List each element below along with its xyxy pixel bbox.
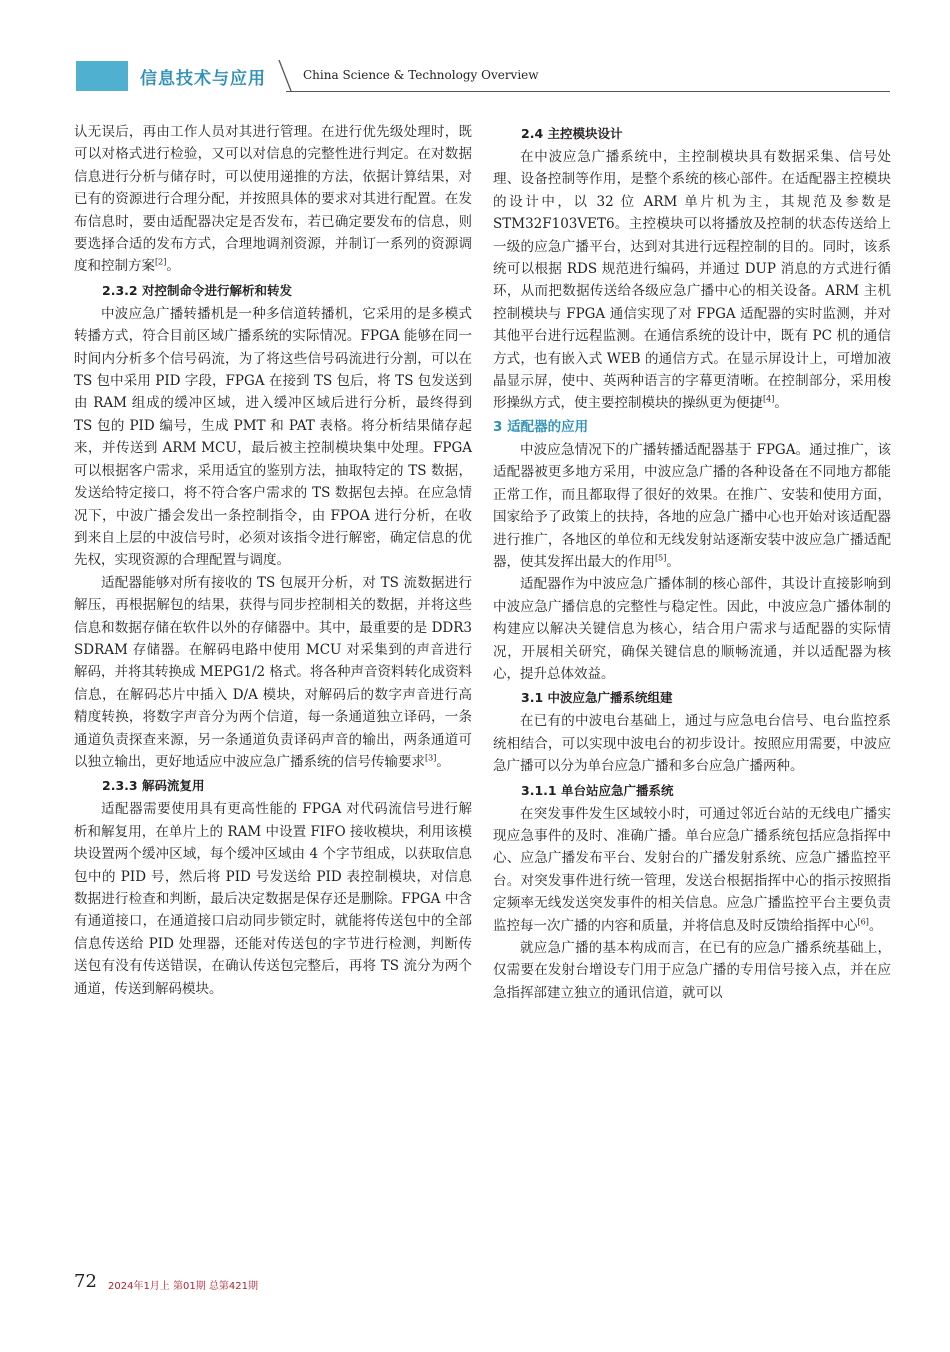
heading-3-1: 3.1 中波应急广播系统组建 [521, 690, 673, 706]
paragraph: 就应急广播的基本构成而言，在已有的应急广播系统基础上，仅需要在发射台增设专门用于应急广播的专用信号接入点，并在应急指挥部建立独立的通讯信道，就可以 [493, 940, 891, 1001]
paragraph: 在已有的中波电台基础上，通过与应急电台信号、电台监控系统相结合，可以实现中波电台的初步设计。按照应用需要，中波应急广播可以分为单台应急广播和多台应急广播两种。 [493, 713, 891, 775]
paragraph: 适配器作为中波应急广播体制的核心部件，其设计直接影响到中波应急广播信息的完整性与稳定性。因此，中波应急广播体制的构建应以解决关键信息为核心，结合用户需求与适配器的实际情况，开展相关研究，确保关键信息的顺畅流通，并以适配器为核心，提升总体效益。 [493, 576, 891, 682]
heading-2-3-2: 2.3.2 对控制命令进行解析和转发 [102, 282, 292, 298]
citation[interactable]: [4] [763, 394, 775, 404]
heading-2-3-3: 2.3.3 解码流复用 [102, 778, 205, 794]
paragraph: 在突发事件发生区域较小时，可通过邻近台站的无线电广播实现应急事件的及时、准确广播。单台应急广播系统包括应急指挥中心、应急广播发布平台、发射台的广播发射系统、应急广播监控平台。对突发事件进行统一管理，发送台根据指挥中心的指示按照指定频率无线发送突发事件的相关信息。应急广播监控平台主要负责监控每一次广播的内容和质量，并将信息及时反馈给指挥中心[6]。 [493, 805, 891, 934]
page-number: 72 [74, 1271, 97, 1292]
header-slash-divider [276, 58, 294, 94]
right-column [493, 121, 891, 1004]
journal-section-title: 信息技术与应用 [140, 69, 266, 89]
heading-3: 3 适配器的应用 [493, 418, 589, 435]
paragraph: 中波应急情况下的广播转播适配器基于 FPGA。通过推广，该适配器被更多地方采用，中波应急广播的各种设备在不同地方都能正常工作，而且都取得了很好的效果。在推广、安装和使用方面，国家给予了政策上的扶持，各地的应急广播中心也开始对该适配器进行推广，各地区的单位和无线发射站逐渐安装中波应急广播适配器，使其发挥出最大的作用[5]。 [493, 441, 891, 570]
citation[interactable]: [3] [425, 753, 437, 763]
paragraph: 适配器需要使用具有更高性能的 FPGA 对代码流信号进行解析和解复用，在单片上的 RAM 中设置 FIFO 接收模块，利用该模块设置两个缓冲区域，每个缓冲区域由 4 个字节组成，以获取信息包中的 PID 号，然后将 PID 号发送给 PID 表控制模块，对信息数据进行检查和判断，最后决定数据是保存还是删除。FPGA 中含有通道接口，在通道接口启动同步锁定时，就能将传送包中的全部信息传送给 PID 处理器，还能对传送包的字节进行检测，判断传送包有没有传送错误，在确认传送包完整后，再将 TS 流分为两个通道，传送到解码模块。 [74, 801, 472, 997]
header-rule [286, 91, 890, 92]
heading-3-1-1: 3.1.1 单台站应急广播系统 [521, 782, 674, 798]
paragraph: 在中波应急广播系统中，主控制模块具有数据采集、信号处理、设备控制等作用，是整个系统的核心部件。在适配器主控模块的设计中，以 32 位 ARM 单片机为主，其规范及参数是 STM32F103VET6。主控模块可以将播放及控制的状态传送给上一级的应急广播平台，达到对其进行远程控制的目的。同时，该系统可以根据 RDS 规范进行编码，并通过 DUP 消息的方式进行循环，从而把数据传送给各级应急广播中心的相关设备。ARM 主机控制模块与 FPGA 通信实现了对 FPGA 适配器的实时监测，并对其他平台进行远程监测。在通信系统的设计中，既有 PC 机的通信方式，也有嵌入式 WEB 的通信方式。在显示屏设计上，可增加液晶显示屏，使中、英两种语言的字幕更清晰。在控制部分，采用梭形操纵方式，使主要控制模块的操纵更为便捷[4]。 [493, 149, 891, 412]
header-color-block [76, 61, 128, 91]
citation[interactable]: [6] [857, 917, 869, 927]
paragraph: 中波应急广播转播机是一种多信道转播机，它采用的是多模式转播方式，符合目前区域广播系统的实际情况。FPGA 能够在同一时间内分析多个信号码流，为了将这些信号码流进行分割，可以在 TS 包中采用 PID 字段，FPGA 在接到 TS 包后，将 TS 包发送到由 RAM 组成的缓冲区域，进入缓冲区域后进行分析，最终得到 TS 包的 PID 编号，生成 PMT 和 PAT 表格。将分析结果储存起来，并传送到 ARM MCU，最后被主控制模块集中处理。FPGA 可以根据客户需求，采用适宜的鉴别方法，抽取特定的 TS 数据，发送给特定接口，将不符合客户需求的 TS 数据包去掉。在应急情况下，中波广播会发出一条控制指令，由 FPOA 进行分析，在收到来自上层的中波信号时，必须对该指令进行解密，确定信息的优先权，实现资源的合理配置与调度。 [74, 305, 472, 569]
left-column [74, 121, 472, 1000]
issue-info: 2024年1月上 第01期 总第421期 [108, 1281, 258, 1292]
journal-english-title: China Science & Technology Overview [303, 68, 539, 82]
citation[interactable]: [2] [155, 257, 167, 267]
paragraph: 认无误后，再由工作人员对其进行管理。在进行优先级处理时，既可以对格式进行检验，又可以对信息的完整性进行判定。在对数据信息进行分析与储存时，可以使用递推的方法，依据计算结果，对已有的资源进行合理分配，并按照具体的要求对其进行配置。在发布信息时，要由适配器决定是否发布，若已确定要发布的信息，则要选择合适的发布方式，合理地调剂资源，并制订一系列的资源调度和控制方案[2]。 [74, 124, 472, 275]
heading-2-4: 2.4 主控模块设计 [521, 126, 623, 141]
citation[interactable]: [5] [655, 553, 667, 563]
paragraph: 适配器能够对所有接收的 TS 包展开分析，对 TS 流数据进行解压，再根据解包的结果，获得与同步控制相关的数据，并将这些信息和数据存储在软件以外的存储器中。其中，最重要的是 DDR3 SDRAM 存储器。在解码电路中使用 MCU 对采集到的声音进行解码，并将其转换成 MEPG1/2 格式。将各种声音资料转化成资料信息，在解码芯片中插入 D/A 模块，对解码后的数字声音进行高精度转换，将数字声音分为两个信道，每一条通道独立译码，一条通道负责探查来源，另一条通道负责译码声音的输出，两条通道可以独立输出，更好地适应中波应急广播系统的信号传输要求[3]。 [74, 574, 472, 770]
